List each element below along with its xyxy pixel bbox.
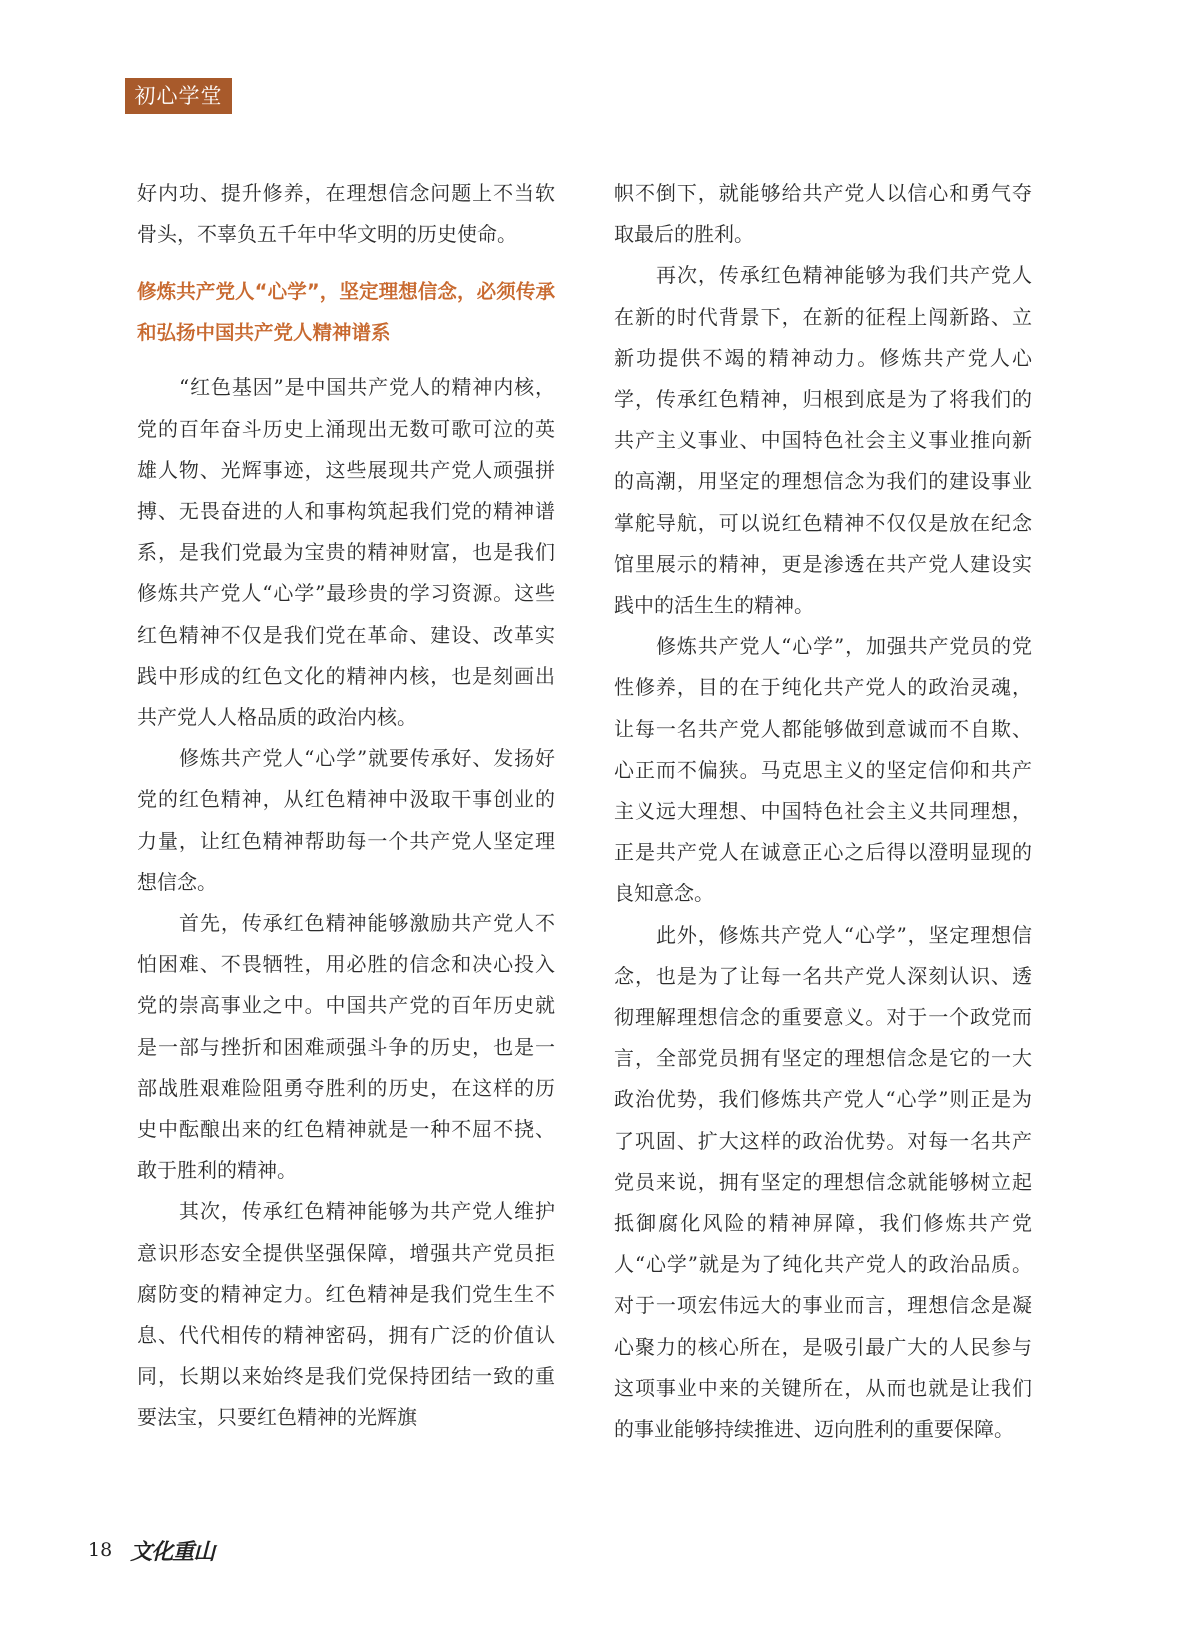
section-heading: 修炼共产党人“心学”，坚定理想信念，必须传承和弘扬中国共产党人精神谱系 [137,280,555,345]
paragraph: 首先，传承红色精神能够激励共产党人不怕困难、不畏牺牲，用必胜的信念和决心投入党的崇高事业之中。中国共产党的百年历史就是一部与挫折和困难顽强斗争的历史，也是一部战胜艰难险阻勇夺胜利的历史，在这样的历史中酝酿出来的红色精神就是一种不屈不挠、敢于胜利的精神。 [137,911,555,1183]
magazine-logo: 文化重山 [130,1538,215,1565]
paragraph: 其次，传承红色精神能够为共产党人维护意识形态安全提供坚强保障，增强共产党员拒腐防变的精神定力。红色精神是我们党生生不息、代代相传的精神密码，拥有广泛的价值认同，长期以来始终是我们党保持团结一致的重要法宝，只要红色精神的光辉旗 [137,1199,555,1430]
section-tag: 初心学堂 [125,78,232,114]
paragraph: 好内功、提升修养，在理想信念问题上不当软骨头，不辜负五千年中华文明的历史使命。 [137,181,555,247]
article-column-left [137,173,555,1439]
paragraph: 此外，修炼共产党人“心学”，坚定理想信念，也是为了让每一名共产党人深刻认识、透彻理解理想信念的重要意义。对于一个政党而言，全部党员拥有坚定的理想信念是它的一大政治优势，我们修炼共产党人“心学”则正是为了巩固、扩大这样的政治优势。对每一名共产党员来说，拥有坚定的理想信念就能够树立起抵御腐化风险的精神屏障，我们修炼共产党人“心学”就是为了纯化共产党人的政治品质。对于一项宏伟远大的事业而言，理想信念是凝心聚力的核心所在，是吸引最广大的人民参与这项事业中来的关键所在，从而也就是让我们的事业能够持续推进、迈向胜利的重要保障。 [614,922,1032,1442]
paragraph: “红色基因”是中国共产党人的精神内核，党的百年奋斗历史上涌现出无数可歌可泣的英雄人物、光辉事迹，这些展现共产党人顽强拼搏、无畏奋进的人和事构筑起我们党的精神谱系，是我们党最为宝贵的精神财富，也是我们修炼共产党人“心学”最珍贵的学习资源。这些红色精神不仅是我们党在革命、建设、改革实践中形成的红色文化的精神内核，也是刻画出共产党人人格品质的政治内核。 [137,375,555,730]
page-footer [88,1536,214,1564]
paragraph: 修炼共产党人“心学”就要传承好、发扬好党的红色精神，从红色精神中汲取干事创业的力量，让红色精神帮助每一个共产党人坚定理想信念。 [137,746,555,894]
paragraph: 帜不倒下，就能够给共产党人以信心和勇气夺取最后的胜利。 [614,181,1032,247]
paragraph: 再次，传承红色精神能够为我们共产党人在新的时代背景下，在新的征程上闯新路、立新功提供不竭的精神动力。修炼共产党人心学，传承红色精神，归根到底是为了将我们的共产主义事业、中国特色社会主义事业推向新的高潮，用坚定的理想信念为我们的建设事业掌舵导航，可以说红色精神不仅仅是放在纪念馆里展示的精神，更是渗透在共产党人建设实践中的活生生的精神。 [614,263,1032,618]
page-number: 18 [88,1539,113,1561]
paragraph: 修炼共产党人“心学”，加强共产党员的党性修养，目的在于纯化共产党人的政治灵魂，让每一名共产党人都能够做到意诚而不自欺、心正而不偏狭。马克思主义的坚定信仰和共产主义远大理想、中国特色社会主义共同理想，正是共产党人在诚意正心之后得以澄明显现的良知意念。 [614,634,1032,906]
article-column-right [614,173,1032,1450]
